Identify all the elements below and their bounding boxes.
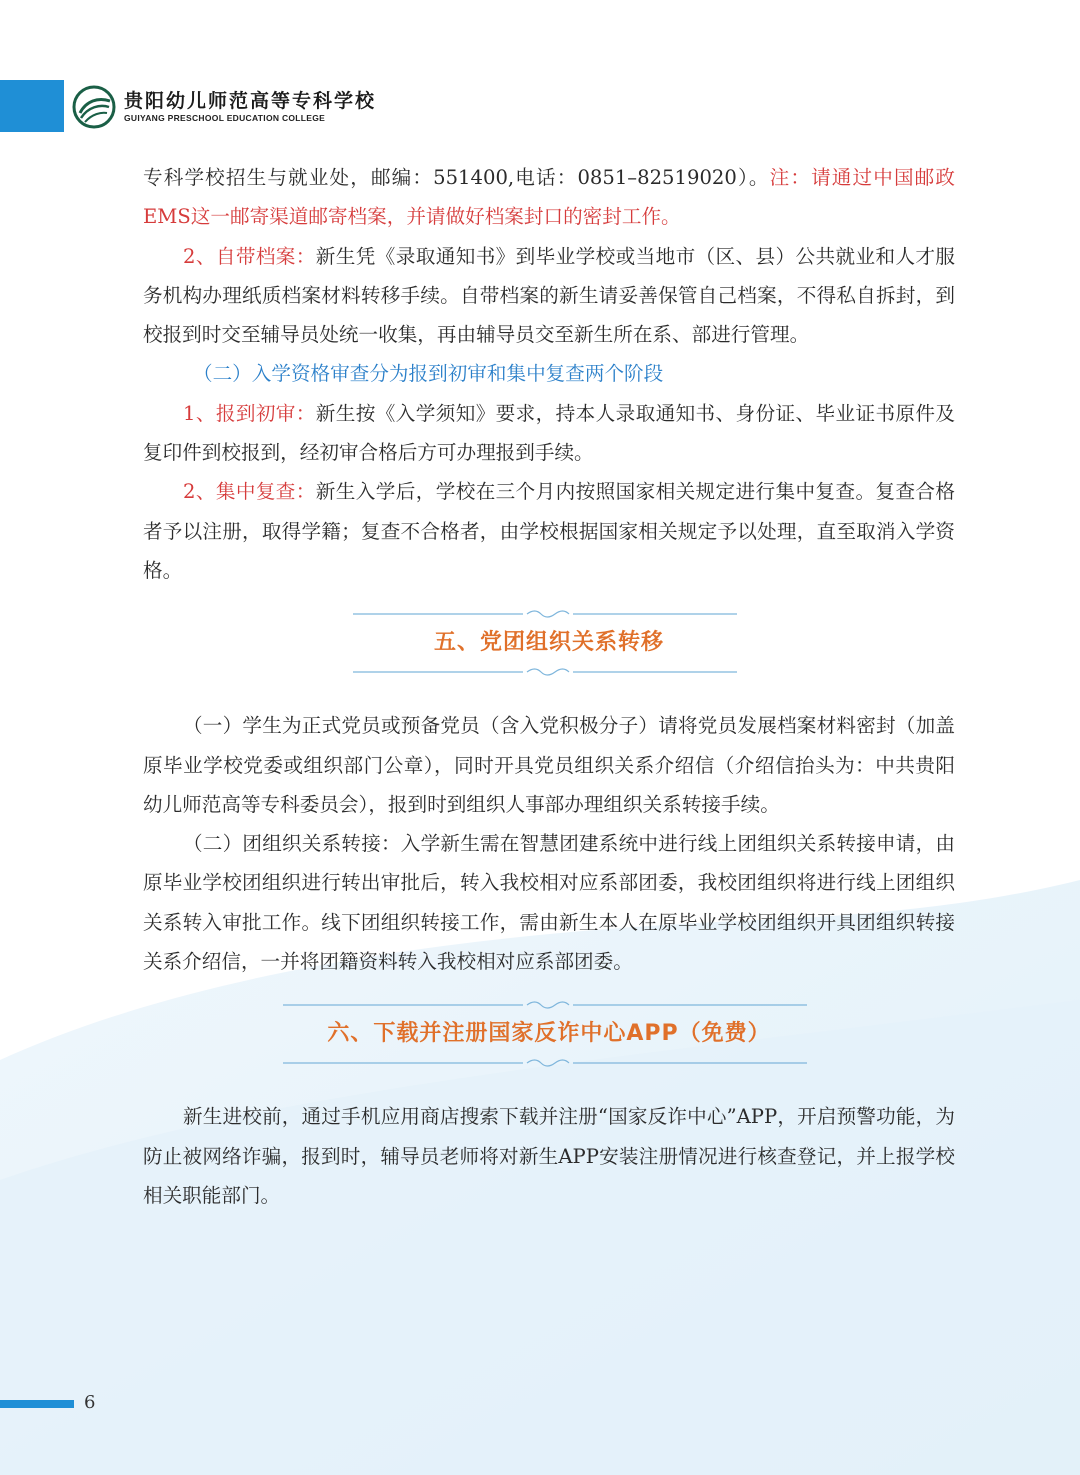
subheading-eligibility-review: （二）入学资格审查分为报到初审和集中复查两个阶段 bbox=[193, 362, 664, 386]
college-name-en: GUIYANG PRESCHOOL EDUCATION COLLEGE bbox=[124, 113, 326, 123]
paragraph-text: 新生入学后，学校在三个月内按照国家相关规定进行集中复查。复查合格者予以注册，取得学籍；复查不合格者，由学校根据国家相关规定予以处理，直至取消入学资格。 bbox=[143, 480, 956, 582]
paragraph-party-relation: （一）学生为正式党员或预备党员（含入党积极分子）请将党员发展档案材料密封（加盖原毕业学校党委或组织部门公章），同时开具党员组织关系介绍信（介绍信抬头为：中共贵阳幼儿师范高等专科委员会），报到时到组织人事部办理组织关系转接手续。 bbox=[143, 714, 955, 816]
page-number: 6 bbox=[84, 1392, 96, 1413]
paragraph-label: 1、报到初审： bbox=[183, 401, 316, 425]
paragraph-antifraud-app: 新生进校前，通过手机应用商店搜索下载并注册“国家反诈中心”APP，开启预警功能，为防止被网络诈骗，报到时，辅导员老师将对新生APP安装注册情况进行核查登记，并上报学校相关职能部门。 bbox=[143, 1105, 955, 1207]
footer-accent-bar bbox=[0, 1400, 74, 1408]
paragraph-note: 注：请通过中国邮政EMS这一邮寄渠道邮寄档案，并请做好档案封口的密封工作。 bbox=[143, 166, 956, 229]
college-logo bbox=[72, 84, 376, 130]
paragraph-league-relation: （二）团组织关系转接：入学新生需在智慧团建系统中进行线上团组织关系转接申请，由原毕业学校团组织进行转出审批后，转入我校相对应系部团委，我校团组织将进行线上团组织关系转入审批工作。线下团组织转接工作，需由新生本人在原毕业学校团组织开具团组织转接关系介绍信，一并将团籍资料转入我校相对应系部团委。 bbox=[143, 832, 955, 974]
paragraph-self-carry-archive bbox=[143, 237, 955, 355]
paragraph-label: 2、自带档案： bbox=[183, 244, 316, 268]
section-heading-6 bbox=[143, 999, 955, 1071]
college-name-cn: 贵阳幼儿师范高等专科学校 bbox=[124, 90, 377, 112]
section-title: 六、下载并注册国家反诈中心APP（免费） bbox=[327, 1021, 771, 1047]
paragraph-archive-mail bbox=[143, 158, 955, 237]
page-content bbox=[143, 158, 955, 1215]
college-emblem-icon bbox=[72, 85, 116, 129]
paragraph-initial-review bbox=[143, 394, 955, 473]
paragraph-central-review bbox=[143, 472, 955, 590]
section-title: 五、党团组织关系转移 bbox=[433, 630, 664, 656]
paragraph-label: 2、集中复查： bbox=[183, 480, 316, 504]
section-heading-5 bbox=[143, 608, 955, 680]
paragraph-text: 新生凭《录取通知书》到毕业学校或当地市（区、县）公共就业和人才服务机构办理纸质档案材料转移手续。自带档案的新生请妥善保管自己档案，不得私自拆封，到校报到时交至辅导员处统一收集，再由辅导员交至新生所在系、部进行管理。 bbox=[143, 244, 956, 347]
header-accent-bar bbox=[0, 80, 64, 132]
paragraph-text: 新生按《入学须知》要求，持本人录取通知书、身份证、毕业证书原件及复印件到校报到，经初审合格后方可办理报到手续。 bbox=[143, 401, 956, 465]
paragraph-text: 专科学校招生与就业处，邮编：551400,电话：0851–82519020）。 bbox=[143, 166, 770, 189]
